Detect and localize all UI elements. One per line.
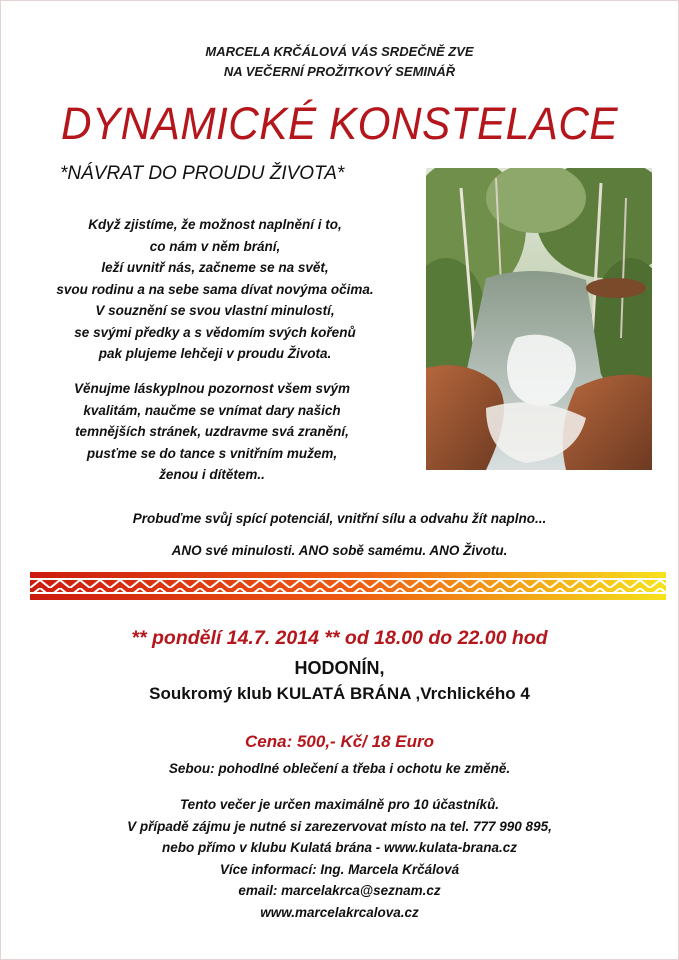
bring-note: Sebou: pohodlné oblečení a třeba i ochotu ke změně. [168, 761, 511, 776]
poem-block-1 [0, 214, 430, 365]
capacity-note: Tento večer je určen maximálně pro 10 účastníků. [179, 797, 500, 812]
invitation-header [0, 42, 679, 82]
website-link: www.marcelakrcalova.cz [260, 904, 419, 920]
poem-line: co nám v něm brání, [149, 238, 281, 254]
poem-line: V souznění se svou vlastní minulostí, [95, 303, 335, 318]
poem-line: kvalitám, naučme se vnímat dary našich [83, 402, 341, 418]
poem-line: Když zjistíme, že možnost naplnění i to, [88, 217, 342, 232]
invitation-line-2: NA VEČERNÍ PROŽITKOVÝ SEMINÁŘ [223, 64, 456, 79]
poem-line: Věnujme láskyplnou pozornost všem svým [73, 381, 351, 396]
email-address: email: marcelakrca@seznam.cz [238, 883, 441, 898]
poem-line: temnějších stránek, uzdravme svá zranění, [75, 424, 349, 439]
decorative-zigzag-band [30, 572, 666, 600]
contact-info [0, 794, 679, 923]
event-price: Cena: 500,- Kč/ 18 Euro [245, 732, 434, 751]
event-city: HODONÍN, [294, 658, 385, 678]
poem-block-2 [32, 378, 392, 486]
poem-line: pak plujeme lehčeji v proudu Života. [98, 346, 332, 361]
poem-line: svou rodinu a na sebe sama dívat novýma očima. [56, 281, 374, 297]
invitation-line-1: MARCELA KRČÁLOVÁ VÁS SRDEČNĚ ZVE [205, 44, 474, 59]
river-photo [426, 168, 652, 470]
yes-line: ANO své minulosti. ANO sobě samému. ANO Životu. [171, 543, 508, 558]
awaken-line: Probuďme svůj spící potenciál, vnitřní sílu a odvahu žít naplno... [132, 511, 547, 526]
reservation-note: V případě zájmu je nutné si zarezervovat místo na tel. 777 990 895, [127, 818, 552, 834]
poem-line: ženou i dítětem.. [159, 467, 265, 482]
poem-line: leží uvnitř nás, začneme se na svět, [101, 260, 329, 275]
event-venue: Soukromý klub KULATÁ BRÁNA ,Vrchlického 4 [149, 684, 530, 703]
event-title: DYNAMICKÉ KONSTELACE [60, 98, 619, 149]
event-subtitle: *NÁVRAT DO PROUDU ŽIVOTA* [60, 163, 345, 184]
club-contact: nebo přímo v klubu Kulatá brána - www.kulata-brana.cz [161, 840, 518, 855]
more-info: Více informací: Ing. Marcela Krčálová [219, 861, 460, 877]
poem-line: pusťme se do tance s vnitřním mužem, [86, 445, 338, 461]
event-date: ** pondělí 14.7. 2014 ** od 18.00 do 22.00 hod [131, 627, 548, 649]
poem-line: se svými předky a s vědomím svých kořenů [74, 324, 356, 340]
